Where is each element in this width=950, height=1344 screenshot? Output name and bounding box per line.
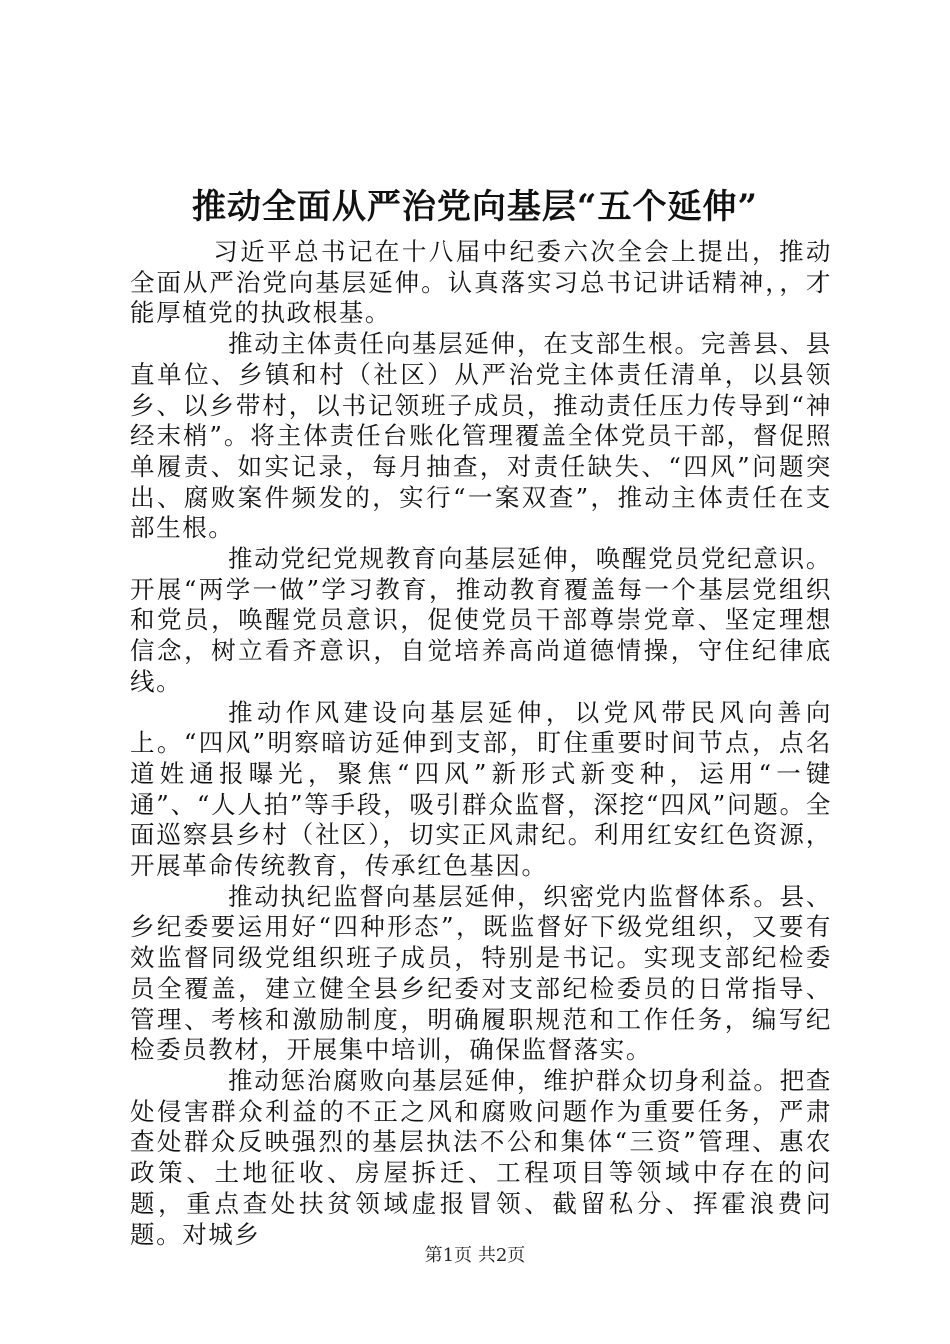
paragraph-discipline-education: 推动党纪党规教育向基层延伸，唤醒党员党纪意识。开展“两学一做”学习教育，推动教育覆盖每一个基层党组织和党员，唤醒党员意识，促使党员干部尊崇党章、坚定理想信念，树立看齐意识，自觉培养高尚道德情操，守住纪律底线。 [130, 544, 832, 696]
document-body [130, 237, 832, 1250]
document-title: 推动全面从严治党向基层“五个延伸” [191, 187, 759, 227]
paragraph-intro: 习近平总书记在十八届中纪委六次全会上提出，推动全面从严治党向基层延伸。认真落实习总书记讲话精神，，才能厚植党的执政根基。 [130, 237, 832, 328]
page-number: 第1页 共2页 [424, 1245, 526, 1266]
paragraph-supervision: 推动执纪监督向基层延伸，织密党内监督体系。县、乡纪委要运用好“四种形态”，既监督好下级党组织，又要有效监督同级党组织班子成员，特别是书记。实现支部纪检委员全覆盖，建立健全县乡纪委对支部纪检委员的日常指导、管理、考核和激励制度，明确履职规范和工作任务，编写纪检委员教材，开展集中培训，确保监督落实。 [130, 881, 832, 1065]
paragraph-anti-corruption: 推动惩治腐败向基层延伸，维护群众切身利益。把查处侵害群众利益的不正之风和腐败问题作为重要任务，严肃查处群众反映强烈的基层执法不公和集体“三资”管理、惠农政策、土地征收、房屋拆迁、工程项目等领域中存在的问题，重点查处扶贫领域虚报冒领、截留私分、挥霍浪费问题。对城乡 [130, 1065, 832, 1249]
paragraph-work-style: 推动作风建设向基层延伸，以党风带民风向善向上。“四风”明察暗访延伸到支部，盯住重要时间节点，点名道姓通报曝光，聚焦“四风”新形式新变种，运用“一键通”、“人人拍”等手段，吸引群众监督，深挖“四风”问题。全面巡察县乡村（社区），切实正风肃纪。利用红安红色资源，开展革命传统教育，传承红色基因。 [130, 697, 832, 881]
paragraph-main-responsibility: 推动主体责任向基层延伸，在支部生根。完善县、县直单位、乡镇和村（社区）从严治党主体责任清单，以县领乡、以乡带村，以书记领班子成员，推动责任压力传导到“神经末梢”。将主体责任台账化管理覆盖全体党员干部，督促照单履责、如实记录，每月抽查，对责任缺失、“四风”问题突出、腐败案件频发的，实行“一案双查”，推动主体责任在支部生根。 [130, 329, 832, 543]
